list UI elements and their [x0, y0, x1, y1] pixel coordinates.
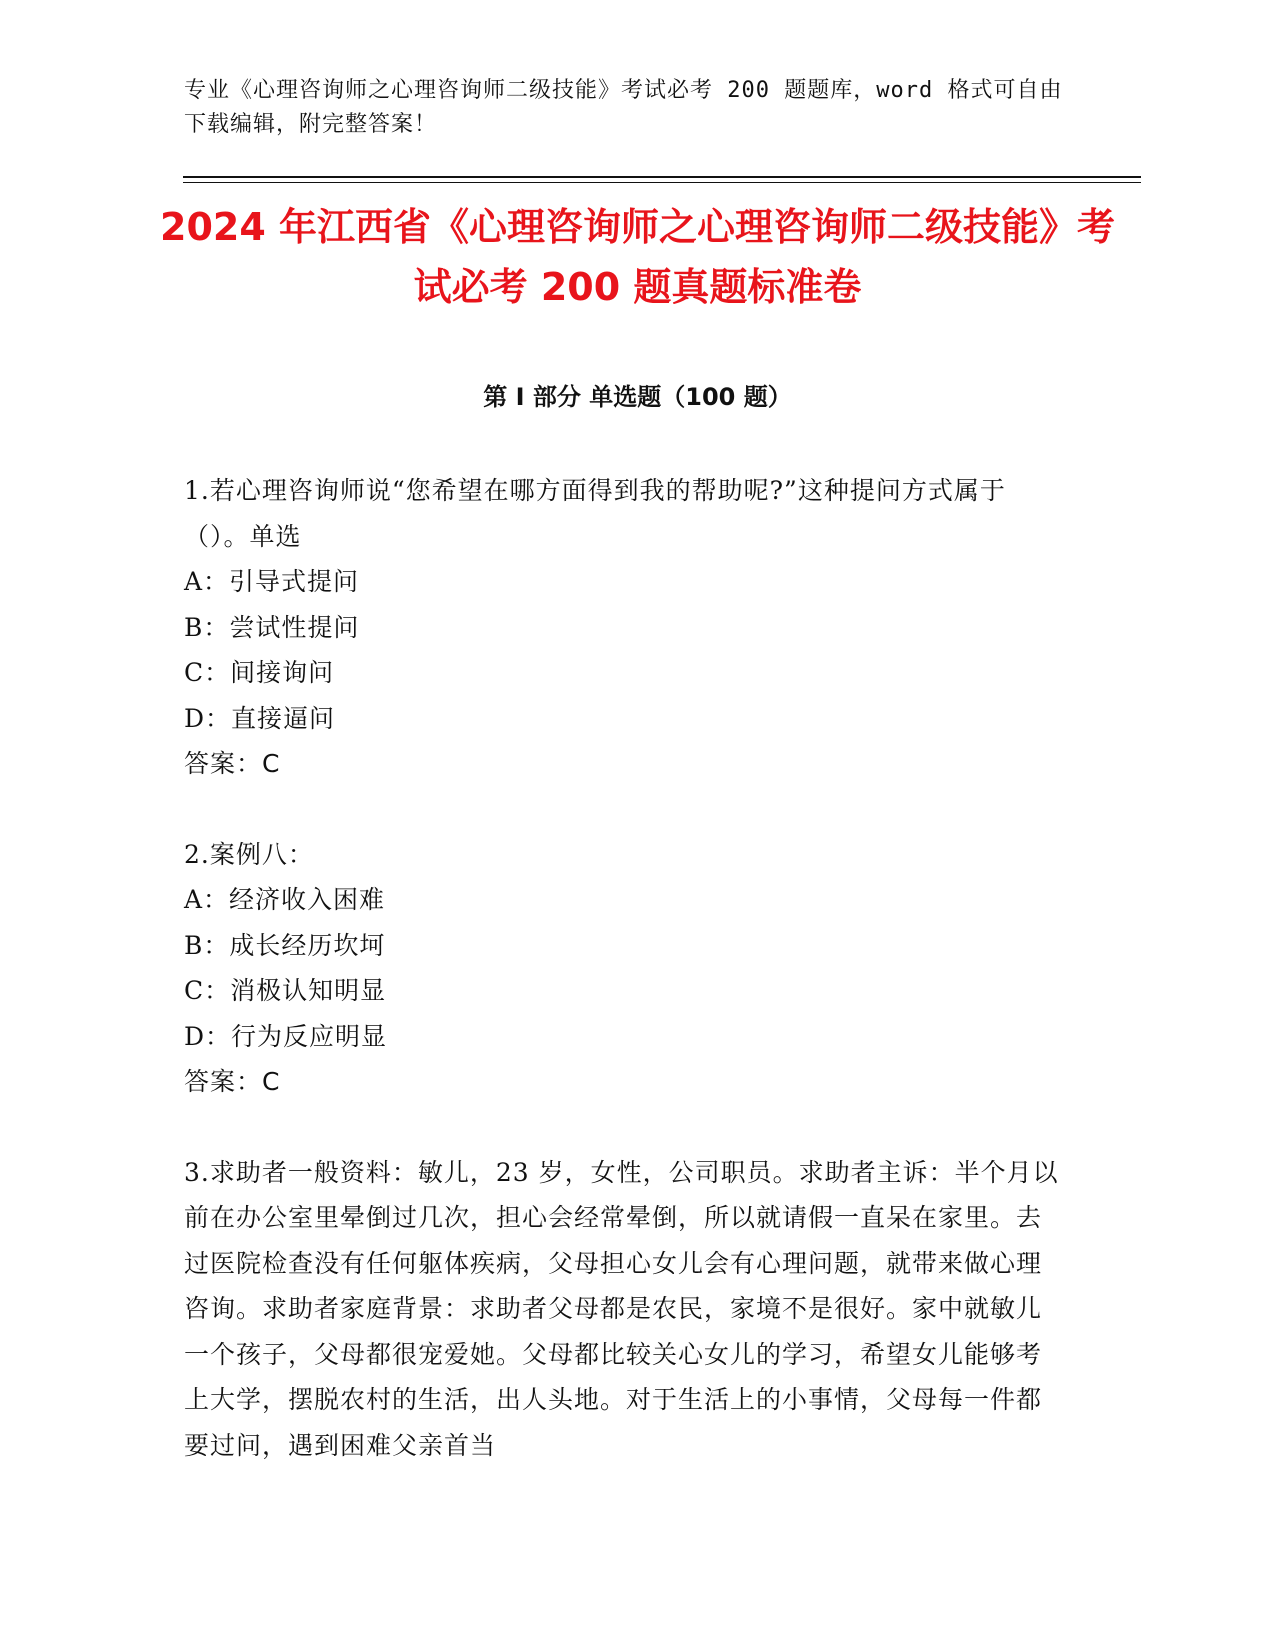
question-3	[184, 1150, 1064, 1469]
option-a: A：引导式提问	[184, 567, 360, 596]
header-divider-thin	[183, 182, 1141, 183]
question-stem: 2.案例八：	[184, 839, 314, 869]
option-a: A：经济收入困难	[184, 885, 386, 914]
option-b: B：尝试性提问	[184, 612, 360, 642]
header-divider-thick	[183, 176, 1141, 178]
document-title: 2024 年江西省《心理咨询师之心理咨询师二级技能》考试必考 200 题真题标准卷	[160, 205, 1115, 309]
question-stem: 3.求助者一般资料：敏儿，23 岁，女性，公司职员。求助者主诉：半个月以前在办公室里晕倒过几次，担心会经常晕倒，所以就请假一直呆在家里。去过医院检查没有任何躯体疾病，父母担心女儿会有心理问题，就带来做心理咨询。求助者家庭背景：求助者父母都是农民，家境不是很好。家中就敏儿一个孩子，父母都很宠爱她。父母都比较关心女儿的学习，希望女儿能够考上大学，摆脱农村的生活，出人头地。对于生活上的小事情，父母每一件都要过问，遇到困难父亲首当	[184, 1157, 1059, 1460]
header-note: 专业《心理咨询师之心理咨询师二级技能》考试必考 200 题题库，word 格式可自由下载编辑，附完整答案！	[184, 78, 1063, 137]
option-d: D：行为反应明显	[184, 1021, 388, 1051]
question-list	[184, 468, 1064, 1513]
option-c: C：消极认知明显	[184, 976, 387, 1005]
answer: 答案：C	[184, 1067, 281, 1096]
section-heading: 第 I 部分 单选题（100 题）	[483, 383, 792, 411]
option-d: D：直接逼问	[184, 703, 336, 733]
question-2	[184, 832, 1064, 1105]
option-c: C：间接询问	[184, 658, 335, 687]
question-stem: 1.若心理咨询师说“您希望在哪方面得到我的帮助呢?”这种提问方式属于（）。单选	[184, 476, 1006, 551]
option-b: B：成长经历坎坷	[184, 930, 386, 960]
question-1	[184, 468, 1064, 787]
answer: 答案：C	[184, 749, 281, 778]
